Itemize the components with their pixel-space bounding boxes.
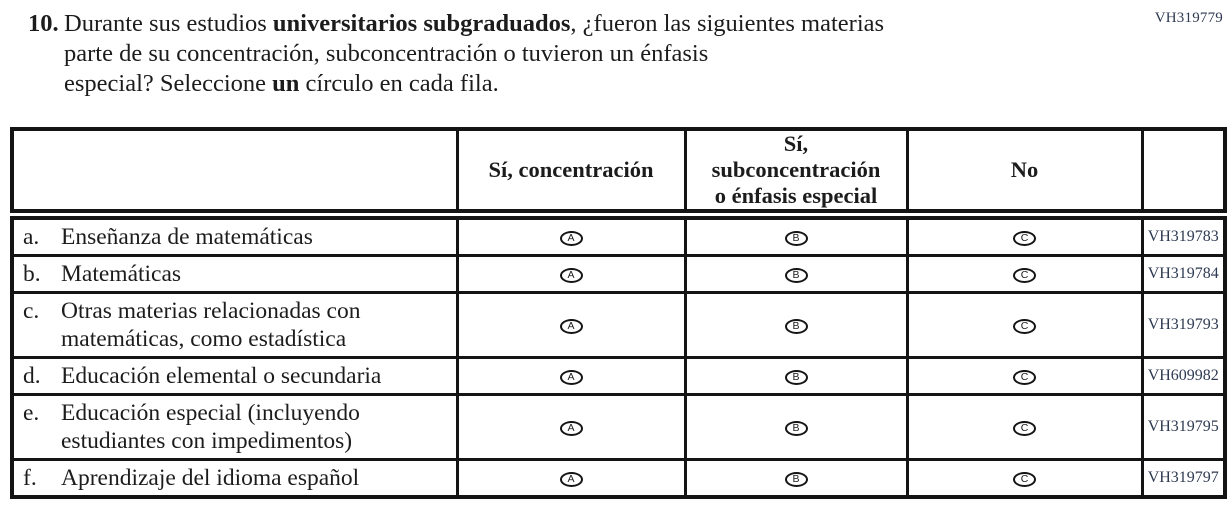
question-line1-post: , ¿fueron las siguientes materias [570, 10, 885, 37]
option-cell-concentration [457, 460, 685, 498]
header-yes-sub-line1: Sí, [783, 131, 809, 156]
option-cell-subconcentration [685, 293, 907, 358]
bubble-b[interactable] [785, 370, 808, 385]
row-code: VH319783 [1142, 215, 1225, 256]
bubble-a[interactable] [560, 319, 583, 334]
question-10 [28, 9, 1231, 99]
header-yes-concentration: Sí, concentración [457, 129, 685, 215]
bubble-a-letter: A [567, 320, 575, 332]
question-line-2: parte de su concentración, subconcentración o tuvieron un énfasis [64, 40, 709, 67]
bubble-b[interactable] [785, 231, 808, 246]
bubble-b[interactable] [785, 268, 808, 283]
bubble-b-letter: B [792, 269, 800, 281]
bubble-c-letter: C [1020, 422, 1029, 434]
bubble-a-letter: A [567, 269, 575, 281]
bubble-a[interactable] [560, 370, 583, 385]
option-cell-no [907, 256, 1142, 293]
option-cell-subconcentration [685, 395, 907, 460]
option-cell-subconcentration [685, 358, 907, 395]
bubble-c[interactable] [1013, 268, 1036, 283]
item-cell [12, 395, 457, 460]
questionnaire-page [0, 9, 1231, 520]
item-cell [12, 215, 457, 256]
question-line-3 [64, 69, 884, 99]
bubble-c-letter: C [1020, 269, 1029, 281]
bubble-b-letter: B [792, 422, 800, 434]
question-number: 10. [28, 10, 59, 37]
bubble-a-letter: A [567, 232, 575, 244]
header-empty-item [12, 129, 457, 215]
item-cell [12, 256, 457, 293]
row-letter: c. [23, 298, 40, 324]
question-line1-bold: universitarios subgraduados [272, 10, 571, 37]
row-label: Matemáticas [61, 261, 182, 287]
row-letter: a. [23, 224, 40, 250]
response-grid [10, 127, 1227, 499]
bubble-c-letter: C [1020, 371, 1029, 383]
bubble-c[interactable] [1013, 231, 1036, 246]
bubble-b[interactable] [785, 472, 808, 487]
question-text [64, 9, 884, 99]
bubble-a[interactable] [560, 421, 583, 436]
option-cell-no [907, 215, 1142, 256]
question-line1-pre: Durante sus estudios [64, 10, 273, 37]
row-code: VH609982 [1142, 358, 1225, 395]
question-line3-pre: especial? Seleccione [64, 70, 273, 97]
table-row-b [12, 256, 1225, 293]
bubble-a-letter: A [567, 422, 575, 434]
table-row-e [12, 395, 1225, 460]
bubble-c[interactable] [1013, 370, 1036, 385]
header-empty-code [1142, 129, 1225, 215]
header-yes-sub-line3: o énfasis especial [714, 183, 878, 208]
row-code: VH319797 [1142, 460, 1225, 498]
item-cell [12, 293, 457, 358]
row-letter: b. [23, 261, 41, 287]
row-label: Otras materias relacionadas con matemáticas, como estadística [61, 298, 361, 352]
row-code: VH319793 [1142, 293, 1225, 358]
question-line3-post: círculo en cada fila. [299, 70, 499, 97]
row-code: VH319795 [1142, 395, 1225, 460]
header-yes-subconcentration [685, 129, 907, 215]
header-row [12, 129, 1225, 215]
bubble-a[interactable] [560, 231, 583, 246]
bubble-b[interactable] [785, 319, 808, 334]
option-cell-subconcentration [685, 215, 907, 256]
bubble-a-letter: A [567, 473, 575, 485]
bubble-c-letter: C [1020, 473, 1029, 485]
option-cell-subconcentration [685, 256, 907, 293]
row-label: Enseñanza de matemáticas [61, 224, 313, 250]
question-line3-bold: un [272, 70, 300, 97]
item-cell [12, 358, 457, 395]
option-cell-concentration [457, 215, 685, 256]
item-cell [12, 460, 457, 498]
table-row-f [12, 460, 1225, 498]
option-cell-concentration [457, 293, 685, 358]
bubble-b[interactable] [785, 421, 808, 436]
row-letter: d. [23, 363, 41, 389]
option-cell-no [907, 358, 1142, 395]
bubble-c[interactable] [1013, 472, 1036, 487]
bubble-b-letter: B [792, 371, 800, 383]
bubble-a-letter: A [567, 371, 575, 383]
option-cell-concentration [457, 256, 685, 293]
header-yes-sub-line2: subconcentración [711, 157, 881, 182]
row-code: VH319784 [1142, 256, 1225, 293]
option-cell-no [907, 460, 1142, 498]
row-label: Aprendizaje del idioma español [61, 465, 360, 491]
row-label: Educación especial (incluyendo estudiantes con impedimentos) [61, 400, 360, 454]
bubble-b-letter: B [792, 232, 800, 244]
bubble-a[interactable] [560, 472, 583, 487]
bubble-c-letter: C [1020, 232, 1029, 244]
option-cell-no [907, 293, 1142, 358]
option-cell-concentration [457, 358, 685, 395]
option-cell-no [907, 395, 1142, 460]
bubble-a[interactable] [560, 268, 583, 283]
row-letter: e. [23, 400, 40, 426]
header-no: No [907, 129, 1142, 215]
table-row-c [12, 293, 1225, 358]
form-code: VH319779 [1154, 10, 1223, 26]
bubble-c-letter: C [1020, 320, 1029, 332]
row-label: Educación elemental o secundaria [61, 363, 382, 389]
question-line-1 [64, 9, 884, 39]
row-letter: f. [23, 465, 37, 491]
table-row-a [12, 215, 1225, 256]
option-cell-concentration [457, 395, 685, 460]
bubble-c[interactable] [1013, 421, 1036, 436]
bubble-b-letter: B [792, 320, 800, 332]
option-cell-subconcentration [685, 460, 907, 498]
bubble-b-letter: B [792, 473, 800, 485]
bubble-c[interactable] [1013, 319, 1036, 334]
table-row-d [12, 358, 1225, 395]
